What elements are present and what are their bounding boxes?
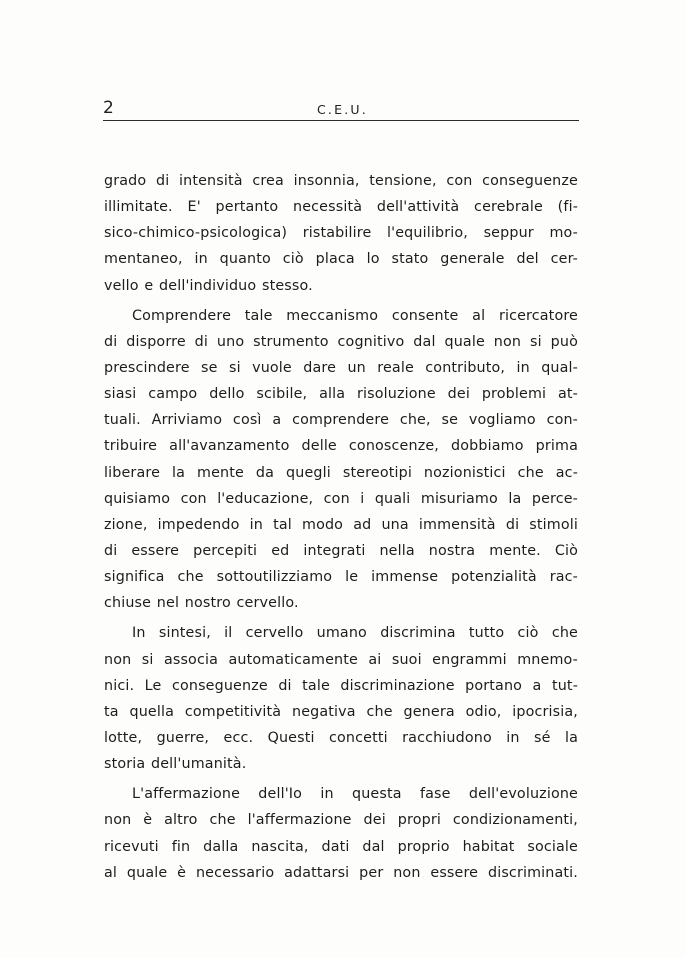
text-line: al quale è necessario adattarsi per non essere discriminati.	[104, 864, 578, 881]
text-line: ricevuti fin dalla nascita, dati dal proprio habitat sociale	[104, 838, 578, 855]
text-line: L'affermazione dell'Io in questa fase dell'evoluzione	[132, 786, 578, 803]
paragraph	[104, 168, 578, 299]
paragraph	[104, 303, 578, 617]
text-line: In sintesi, il cervello umano discrimina tutto ciò che	[132, 625, 578, 642]
text-line: vello e dell'individuo stesso.	[104, 277, 313, 294]
paragraph	[104, 620, 578, 777]
text-line: mentaneo, in quanto ciò placa lo stato generale del cer-	[104, 251, 578, 268]
text-line: prescindere se si vuole dare un reale contributo, in qual-	[104, 359, 578, 376]
text-line: significa che sottoutilizziamo le immense potenzialità rac-	[104, 569, 578, 586]
text-line: liberare la mente da quegli stereotipi nozionistici che ac-	[104, 464, 578, 481]
text-line: sico-chimico-psicologica) ristabilire l'equilibrio, seppur mo-	[104, 225, 578, 242]
text-line: Comprendere tale meccanismo consente al ricercatore	[132, 307, 578, 324]
paragraph	[104, 781, 578, 886]
text-line: grado di intensità crea insonnia, tensione, con conseguenze	[104, 173, 578, 189]
text-line: di essere percepiti ed integrati nella nostra mente. Ciò	[104, 542, 578, 559]
text-line: tribuire all'avanzamento delle conoscenze, dobbiamo prima	[104, 438, 578, 455]
page-number: 2	[103, 98, 114, 118]
text-line: siasi campo dello scibile, alla risoluzione dei problemi at-	[104, 386, 578, 403]
running-head: C.E.U.	[317, 102, 368, 117]
text-line: tuali. Arriviamo così a comprendere che, se vogliamo con-	[104, 412, 578, 429]
body-text	[104, 168, 578, 886]
text-line: illimitate. E' pertanto necessità dell'attività cerebrale (fi-	[104, 199, 578, 216]
text-line: zione, impedendo in tal modo ad una immensità di stimoli	[104, 516, 578, 533]
text-line: storia dell'umanità.	[104, 756, 247, 773]
text-line: non è altro che l'affermazione dei propri condizionamenti,	[104, 812, 578, 829]
text-line: quisiamo con l'educazione, con i quali misuriamo la perce-	[104, 490, 578, 507]
text-line: ta quella competitività negativa che genera odio, ipocrisia,	[104, 703, 578, 720]
text-line: chiuse nel nostro cervello.	[104, 595, 299, 612]
text-line: di disporre di uno strumento cognitivo dal quale non si può	[104, 333, 578, 350]
text-line: nici. Le conseguenze di tale discriminazione portano a tut-	[104, 677, 578, 694]
text-line: lotte, guerre, ecc. Questi concetti racchiudono in sé la	[104, 729, 578, 746]
header-rule	[103, 120, 579, 121]
text-line: non si associa automaticamente ai suoi engrammi mnemo-	[104, 651, 578, 668]
